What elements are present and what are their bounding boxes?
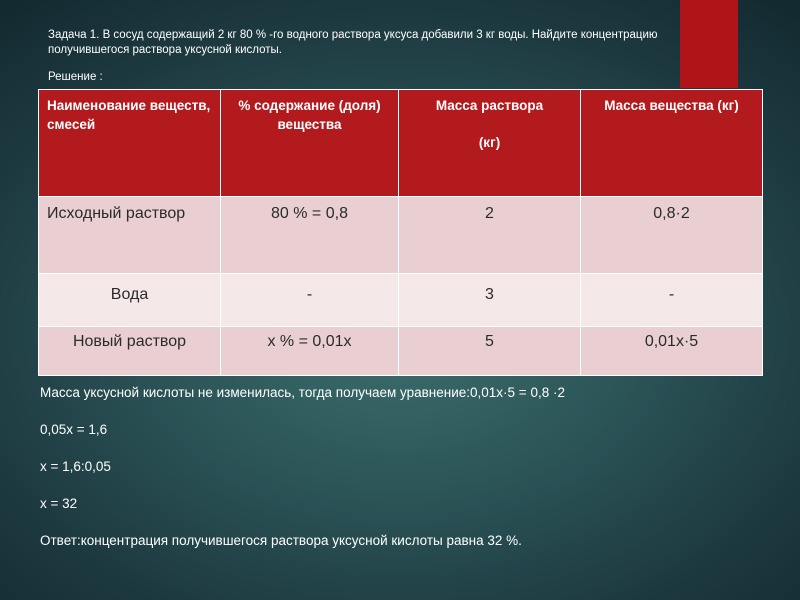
step-line: х = 1,6:0,05 bbox=[40, 459, 111, 474]
step-line: 0,05х = 1,6 bbox=[40, 422, 108, 437]
row-mass-solution: 5 bbox=[399, 327, 581, 376]
table-header-row bbox=[39, 90, 763, 197]
data-table bbox=[38, 89, 763, 376]
table-row bbox=[39, 197, 763, 274]
problem-statement: Задача 1. В сосуд содержащий 2 кг 80 % -го водного раствора уксуса добавили 3 кг воды. Найдите концентрацию получившегося раствора уксусной кислоты. bbox=[48, 29, 658, 56]
row-percent: 80 % = 0,8 bbox=[221, 197, 399, 274]
header-name: Наименование веществ, смесей bbox=[39, 90, 221, 197]
answer-line: Ответ:концентрация получившегося раствора уксусной кислоты равна 32 %. bbox=[40, 533, 522, 548]
row-percent: - bbox=[221, 274, 399, 327]
header-mass-substance: Масса вещества (кг) bbox=[581, 90, 763, 197]
row-mass-substance: 0,01х·5 bbox=[581, 327, 763, 376]
row-mass-solution: 2 bbox=[399, 197, 581, 274]
row-mass-substance: 0,8·2 bbox=[581, 197, 763, 274]
header-mass-solution-title: Масса раствора bbox=[435, 98, 544, 113]
solution-label: Решение : bbox=[48, 71, 103, 83]
equation-line: Масса уксусной кислоты не изменилась, тогда получаем уравнение:0,01х·5 = 0,8 ·2 bbox=[40, 385, 565, 400]
table-row bbox=[39, 274, 763, 327]
row-percent: х % = 0,01х bbox=[221, 327, 399, 376]
row-name: Исходный раствор bbox=[39, 197, 221, 274]
table-row bbox=[39, 327, 763, 376]
row-name: Вода bbox=[39, 274, 221, 327]
header-mass-solution-unit: (кг) bbox=[478, 135, 501, 150]
row-mass-solution: 3 bbox=[399, 274, 581, 327]
header-mass-solution bbox=[399, 90, 581, 197]
step-line: х = 32 bbox=[40, 496, 78, 511]
header-percent: % содержание (доля) вещества bbox=[221, 90, 399, 197]
row-mass-substance: - bbox=[581, 274, 763, 327]
row-name: Новый раствор bbox=[39, 327, 221, 376]
